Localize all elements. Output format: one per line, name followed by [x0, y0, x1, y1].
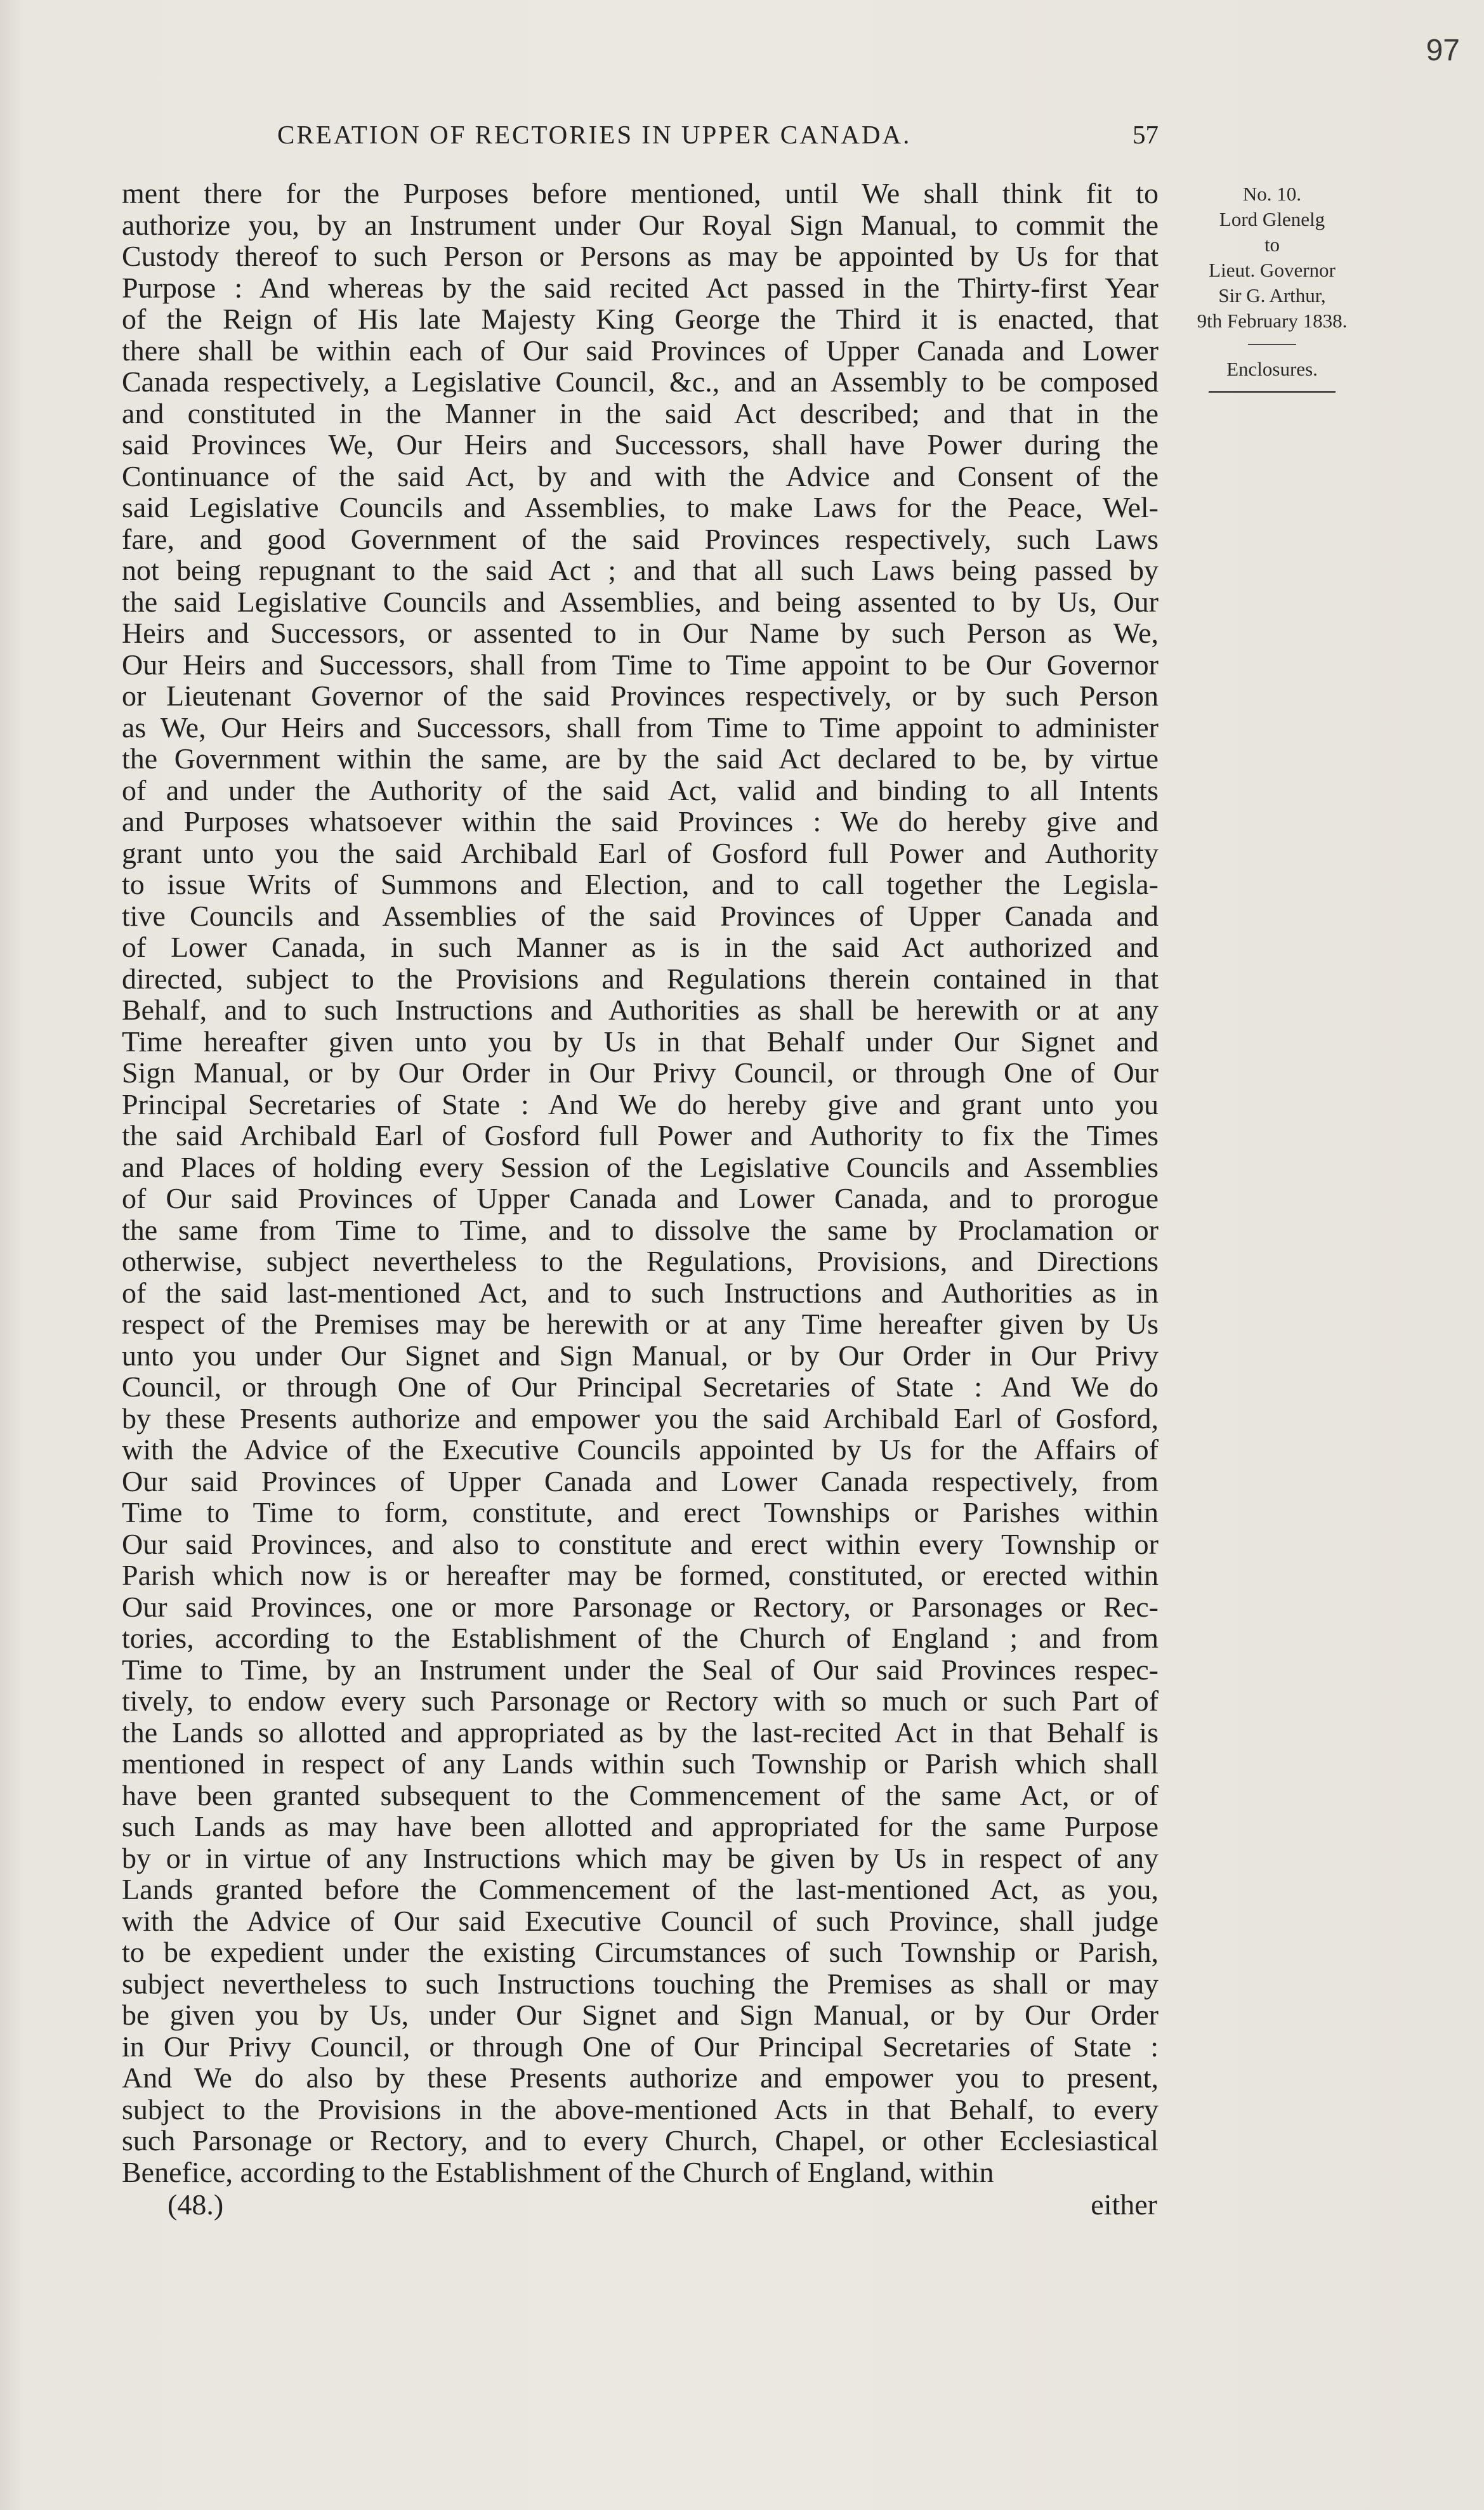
body-line: tories, according to the Establishment of the Church of England ; and from [122, 1622, 1159, 1654]
body-line: Canada respectively, a Legislative Council, &c., and an Assembly to be composed [122, 365, 1159, 398]
margin-note-enclosures: Enclosures. [1226, 358, 1318, 380]
body-line: with the Advice of the Executive Councils appointed by Us for the Affairs of [122, 1433, 1159, 1466]
archive-page-number: 97 [1426, 34, 1460, 67]
body-line: fare, and good Government of the said Provinces respectively, such Laws [122, 522, 1159, 555]
body-line: grant unto you the said Archibald Earl of Gosford full Power and Authority [122, 836, 1159, 869]
margin-note-from: Lord Glenelg [1219, 208, 1325, 230]
body-line: the said Archibald Earl of Gosford full Power and Authority to fix the Times [122, 1119, 1159, 1152]
margin-note [1197, 181, 1348, 393]
signature-mark: (48.) [167, 2188, 224, 2221]
body-line: tively, to endow every such Parsonage or Rectory with so much or such Part of [122, 1685, 1159, 1717]
body-line: be given you by Us, under Our Signet and Sign Manual, or by Our Order [122, 1999, 1159, 2031]
body-line: Parish which now is or hereafter may be formed, constituted, or erected within [122, 1559, 1159, 1591]
body-line: to issue Writs of Summons and Election, and to call together the Legisla- [122, 868, 1159, 900]
body-line: have been granted subsequent to the Commencement of the same Act, or of [122, 1778, 1159, 1811]
catchword: either [1091, 2188, 1157, 2221]
body-line: such Lands as may have been allotted and appropriated for the same Purpose [122, 1810, 1159, 1843]
body-line: And We do also by these Presents authorize and empower you to present, [122, 2061, 1159, 2094]
body-line: Heirs and Successors, or assented to in Our Name by such Person as We, [122, 617, 1159, 649]
body-line: of Lower Canada, in such Manner as is in the said Act authorized and [122, 931, 1159, 963]
body-line: of the Reign of His late Majesty King George the Third it is enacted, that [122, 303, 1159, 335]
body-line: subject to the Provisions in the above-mentioned Acts in that Behalf, to every [122, 2093, 1159, 2126]
body-line: Our said Provinces, one or more Parsonage or Rectory, or Parsonages or Rec- [122, 1590, 1159, 1623]
body-line: by these Presents authorize and empower you the said Archibald Earl of Gosford, [122, 1402, 1159, 1435]
body-line: by or in virtue of any Instructions which may be given by Us in respect of any [122, 1841, 1159, 1874]
body-line: Our said Provinces, and also to constitute and erect within every Township or [122, 1527, 1159, 1560]
running-head [122, 115, 1159, 154]
body-line: Council, or through One of Our Principal Secretaries of State : And We do [122, 1370, 1159, 1403]
body-line: the Government within the same, are by the said Act declared to be, by virtue [122, 742, 1159, 775]
body-line: Our Heirs and Successors, shall from Time to Time appoint to be Our Governor [122, 648, 1159, 681]
body-line: directed, subject to the Provisions and Regulations therein contained in that [122, 962, 1159, 995]
body-line: to be expedient under the existing Circumstances of such Township or Parish, [122, 1936, 1159, 1968]
body-line: of Our said Provinces of Upper Canada and Lower Canada, and to prorogue [122, 1182, 1159, 1214]
body-line: the Lands so allotted and appropriated as by the last-recited Act in that Behalf is [122, 1716, 1159, 1749]
body-line: otherwise, subject nevertheless to the Regulations, Provisions, and Directions [122, 1245, 1159, 1277]
body-lines [122, 178, 1159, 2188]
body-line: there shall be within each of Our said Provinces of Upper Canada and Lower [122, 334, 1159, 367]
body-line: mentioned in respect of any Lands within such Township or Parish which shall [122, 1747, 1159, 1780]
margin-note-to: to [1264, 233, 1280, 256]
body-line: Principal Secretaries of State : And We do hereby give and grant unto you [122, 1087, 1159, 1120]
body-line: not being repugnant to the said Act ; and that all such Laws being passed by [122, 554, 1159, 586]
body-text [122, 178, 1159, 2221]
body-line: such Parsonage or Rectory, and to every Church, Chapel, or other Ecclesiastical [122, 2124, 1159, 2157]
body-line: Time hereafter given unto you by Us in that Behalf under Our Signet and [122, 1025, 1159, 1058]
body-line: Custody thereof to such Person or Persons as may be appointed by Us for that [122, 240, 1159, 272]
body-line: and Places of holding every Session of the Legislative Councils and Assemblies [122, 1150, 1159, 1183]
margin-note-divider [1248, 344, 1296, 345]
body-line: as We, Our Heirs and Successors, shall from Time to Time appoint to administer [122, 711, 1159, 744]
body-line: tive Councils and Assemblies of the said Provinces of Upper Canada and [122, 899, 1159, 932]
body-line: Time to Time to form, constitute, and erect Townships or Parishes within [122, 1496, 1159, 1528]
running-title: CREATION OF RECTORIES IN UPPER CANADA. [277, 120, 912, 149]
body-line: authorize you, by an Instrument under Our Royal Sign Manual, to commit the [122, 208, 1159, 241]
body-line: respect of the Premises may be herewith or at any Time hereafter given by Us [122, 1308, 1159, 1340]
body-line: subject nevertheless to such Instructions touching the Premises as shall or may [122, 1967, 1159, 2000]
body-line: with the Advice of Our said Executive Council of such Province, shall judge [122, 1904, 1159, 1937]
margin-note-recipient-title: Lieut. Governor [1209, 259, 1336, 281]
body-line: in Our Privy Council, or through One of Our Principal Secretaries of State : [122, 2030, 1159, 2063]
body-line: Time to Time, by an Instrument under the Seal of Our said Provinces respec- [122, 1653, 1159, 1686]
margin-note-number: No. 10. [1242, 183, 1302, 205]
body-line: Benefice, according to the Establishment of the Church of England, within [122, 2155, 994, 2188]
body-line: and Purposes whatsoever within the said Provinces : We do hereby give and [122, 805, 1159, 838]
body-line: Our said Provinces of Upper Canada and Lower Canada respectively, from [122, 1464, 1159, 1497]
page-footer [122, 2189, 1159, 2221]
body-line: said Legislative Councils and Assemblies, to make Laws for the Peace, Wel- [122, 491, 1159, 523]
body-line: Continuance of the said Act, by and with the Advice and Consent of the [122, 459, 1159, 492]
body-line: the said Legislative Councils and Assemblies, and being assented to by Us, Our [122, 585, 1159, 618]
page-number: 57 [1133, 120, 1159, 149]
margin-note-recipient-name: Sir G. Arthur, [1218, 284, 1326, 306]
body-line: the same from Time to Time, and to dissolve the same by Proclamation or [122, 1213, 1159, 1246]
body-line: Sign Manual, or by Our Order in Our Privy Council, or through One of Our [122, 1056, 1159, 1089]
body-line: of the said last-mentioned Act, and to such Instructions and Authorities as in [122, 1276, 1159, 1309]
body-line: Purpose : And whereas by the said recited Act passed in the Thirty-first Year [122, 271, 1159, 304]
body-line: Lands granted before the Commencement of the last-mentioned Act, as you, [122, 1873, 1159, 1905]
margin-note-date: 9th February 1838. [1197, 310, 1348, 332]
margin-note-rule [1209, 391, 1336, 393]
body-line: said Provinces We, Our Heirs and Successors, shall have Power during the [122, 428, 1159, 461]
body-line: Behalf, and to such Instructions and Authorities as shall be herewith or at any [122, 994, 1159, 1026]
body-line: unto you under Our Signet and Sign Manual, or by Our Order in Our Privy [122, 1339, 1159, 1372]
body-line: of and under the Authority of the said Act, valid and binding to all Intents [122, 773, 1159, 806]
body-line: ment there for the Purposes before mentioned, until We shall think fit to [122, 177, 1159, 209]
body-line: and constituted in the Manner in the said Act described; and that in the [122, 397, 1159, 430]
body-line: or Lieutenant Governor of the said Provinces respectively, or by such Person [122, 680, 1159, 712]
